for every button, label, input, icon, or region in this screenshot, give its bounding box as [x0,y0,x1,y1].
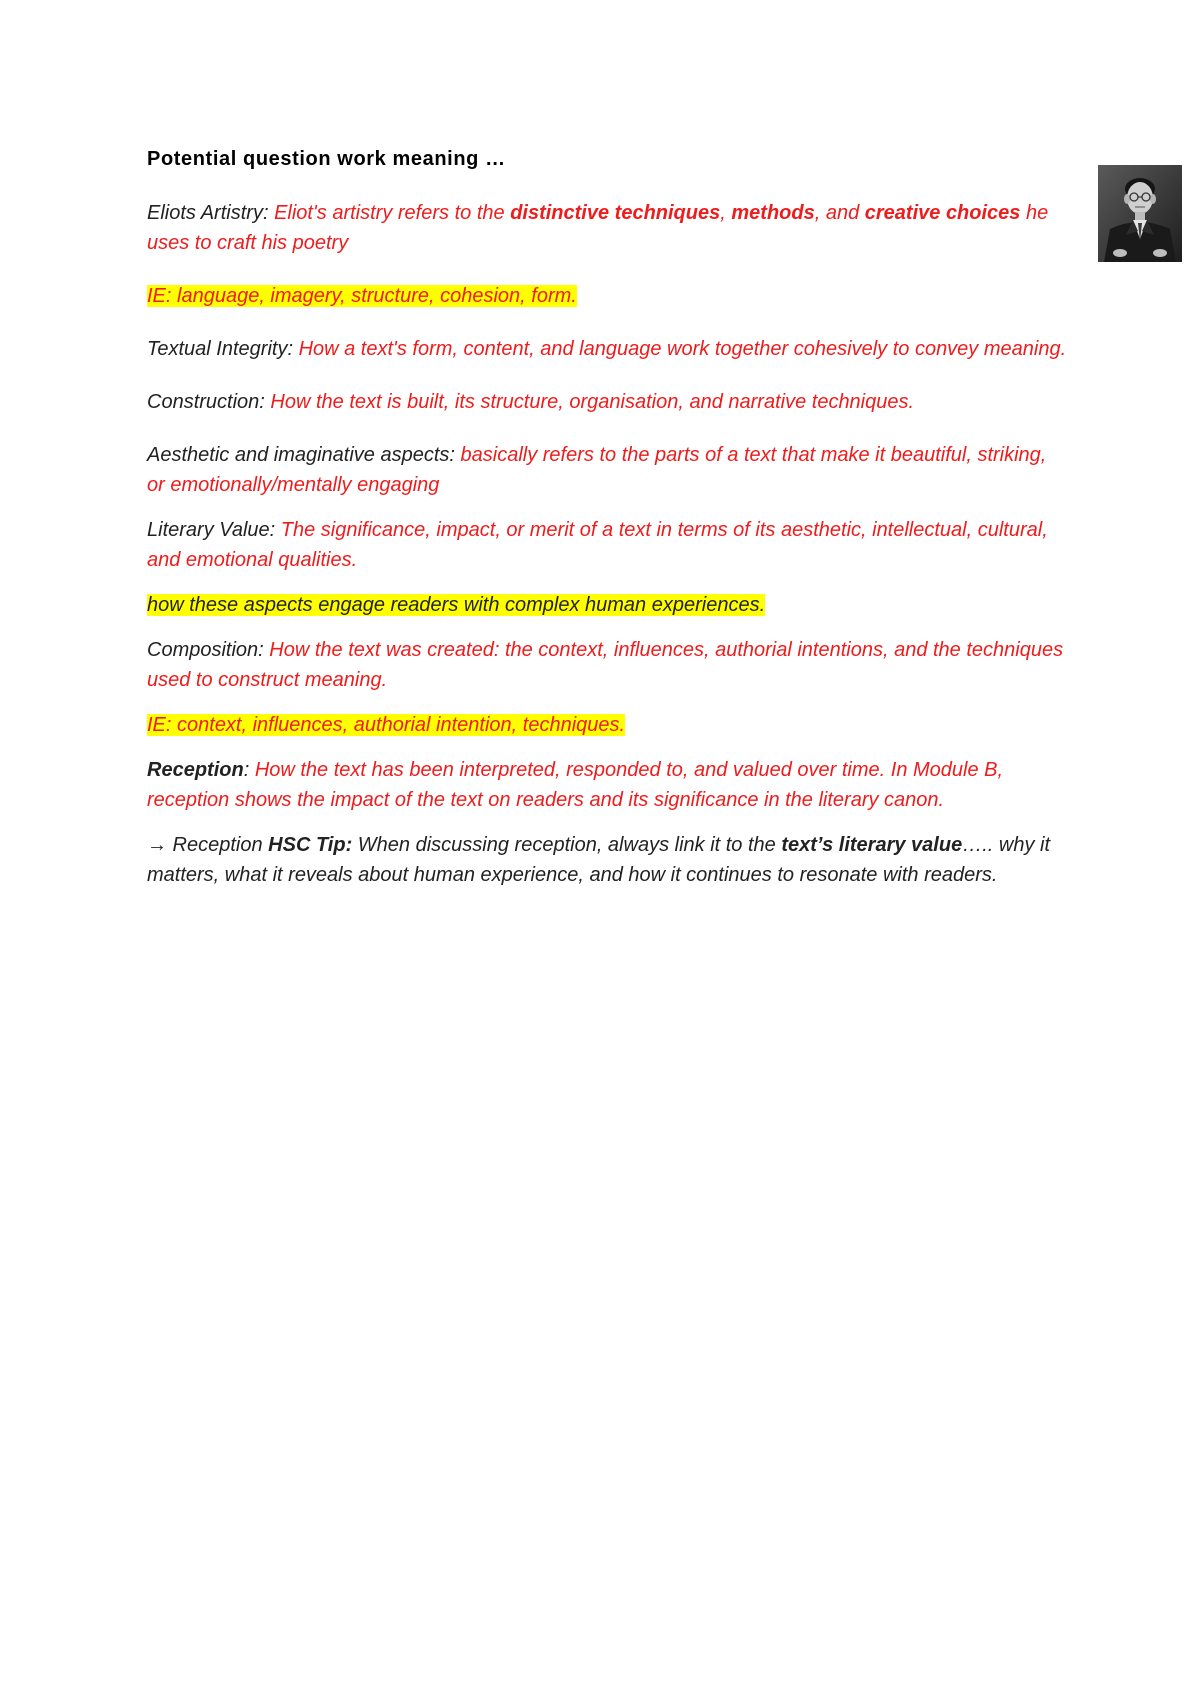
def-artistry-part3: , and [814,202,865,224]
highlight-ie-artistry: IE: language, imagery, structure, cohesion, form. [147,285,577,307]
tip-label: HSC Tip: [268,834,353,856]
document-heading: Potential question work meaning … [147,148,506,170]
def-reception: How the text has been interpreted, responded to, and valued over time. In Module B, reception shows the impact of the text on readers and its significance in the literary canon. [147,759,1004,811]
entry-aspects-note [147,590,1067,620]
def-textual-integrity: How a text's form, content, and language work together cohesively to convey meaning. [298,338,1067,360]
highlight-aspects-note: how these aspects engage readers with complex human experiences. [147,594,766,616]
highlight-ie-composition: IE: context, influences, authorial intention, techniques. [147,714,626,736]
def-artistry-part4: he uses to craft his poetry [147,202,1049,254]
entry-literary-value [147,515,1067,575]
entry-artistry [147,198,1067,258]
term-textual-integrity: Textual Integrity: [147,338,299,360]
term-construction: Construction: [147,391,271,413]
term-aesthetic: Aesthetic and imaginative aspects: [147,444,461,466]
tip-prefix: → Reception [147,834,269,856]
def-artistry-bold3: creative choices [864,202,1021,224]
tip-text-part2: ….. why it matters, what it reveals about human experience, and how it continues to resonate with readers. [147,834,1050,886]
def-artistry-bold2: methods [731,202,815,224]
entry-hsc-tip [147,830,1067,890]
def-literary-value: The significance, impact, or merit of a text in terms of its aesthetic, intellectual, cultural, and emotional qualities. [147,519,1048,571]
def-artistry-part1: Eliot's artistry refers to the [274,202,511,224]
term-artistry: Eliots Artistry: [147,202,275,224]
term-reception-sep: : [243,759,255,781]
def-artistry-part2: , [720,202,732,224]
entry-ie-artistry [147,281,1067,311]
entry-composition [147,635,1067,695]
author-portrait-photo [1098,165,1182,262]
term-reception: Reception [147,759,244,781]
term-literary-value: Literary Value: [147,519,281,541]
def-composition: How the text was created: the context, influences, authorial intentions, and the techniques used to construct meaning. [147,639,1064,691]
entry-ie-composition [147,710,1067,740]
tip-text-bold: text’s literary value [781,834,963,856]
term-composition: Composition: [147,639,270,661]
def-artistry-bold1: distinctive techniques [510,202,721,224]
entry-textual-integrity [147,334,1067,364]
def-aesthetic: basically refers to the parts of a text that make it beautiful, striking, or emotionally/mentally engaging [147,444,1047,496]
notes-body [147,144,1067,913]
entry-construction [147,387,1067,417]
tip-text-part1: When discussing reception, always link it to the [352,834,782,856]
entry-reception [147,755,1067,815]
def-construction: How the text is built, its structure, organisation, and narrative techniques. [270,391,915,413]
entry-aesthetic [147,440,1067,500]
